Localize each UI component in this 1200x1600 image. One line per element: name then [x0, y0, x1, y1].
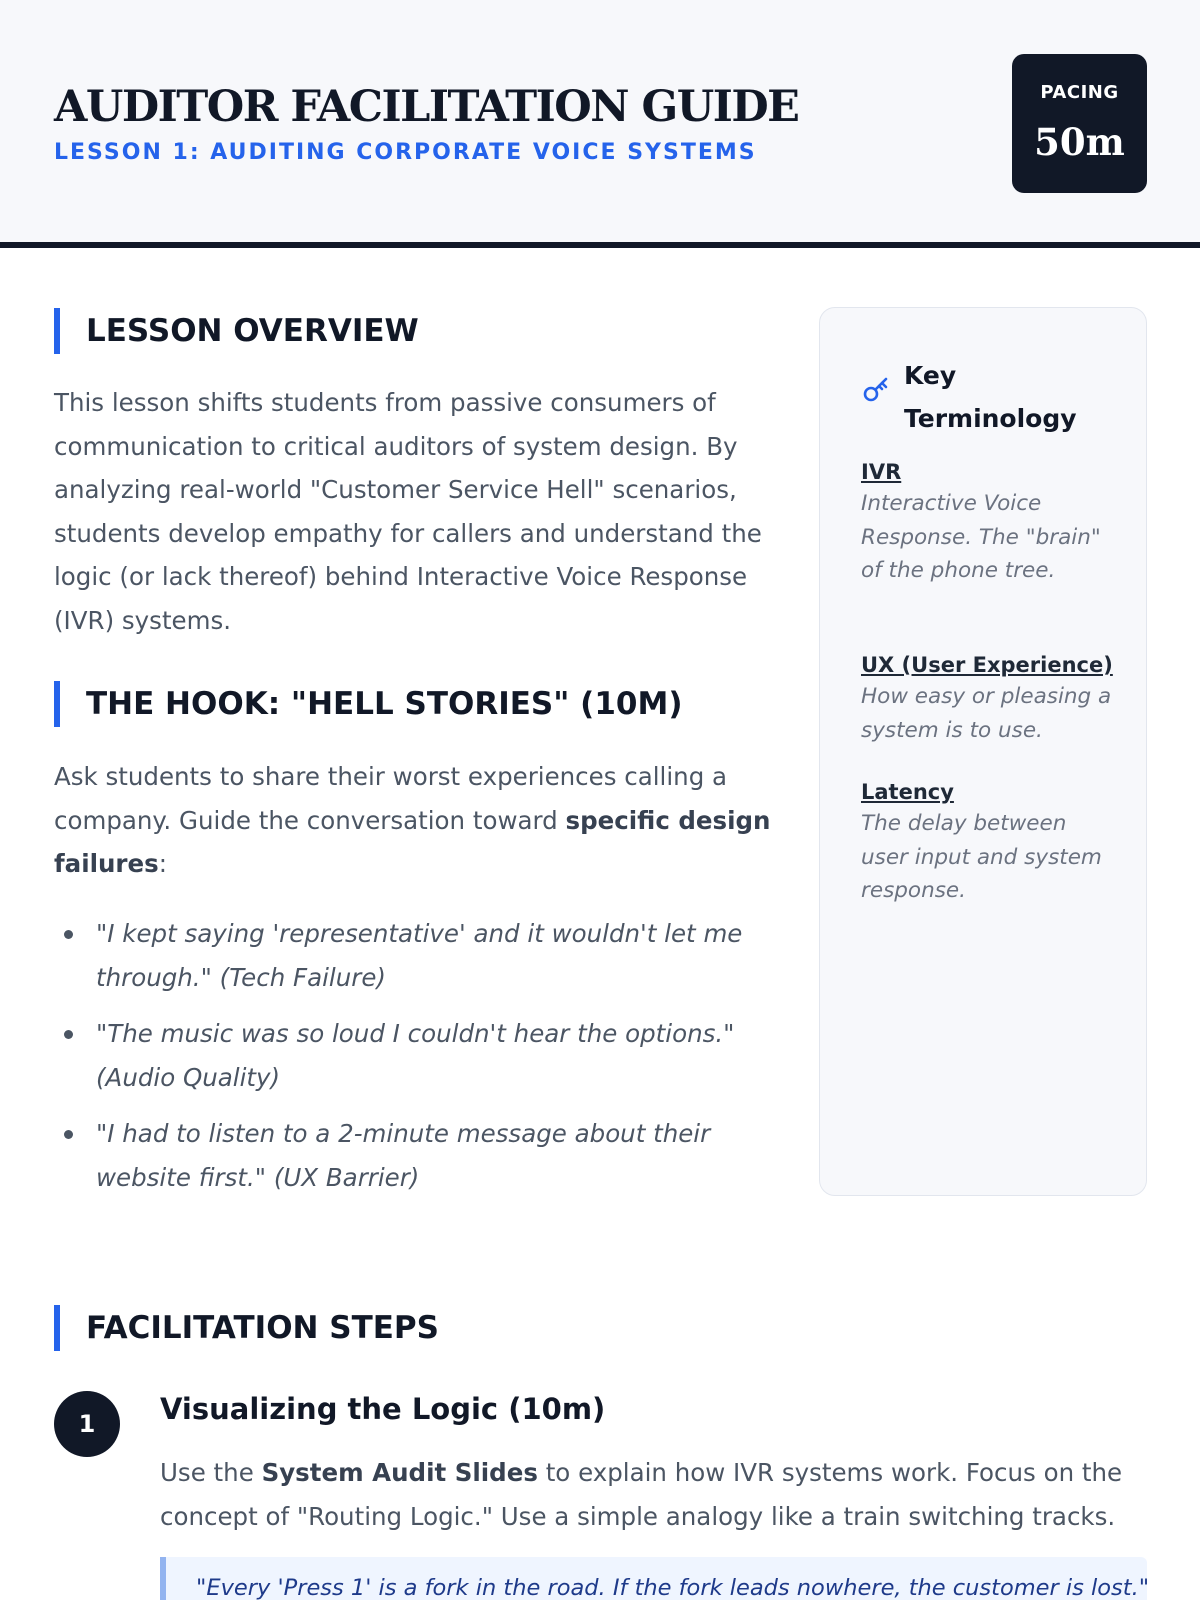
step-desc-end: to explain how IVR systems work. Focus on the concept of "Routing Logic." Use a simple analogy like a train switching tracks. [160, 1458, 1123, 1531]
hook-intro-end: : [158, 849, 167, 878]
pacing-value: 50m [1034, 120, 1125, 164]
term-name: Latency [861, 780, 954, 804]
list-item [54, 1112, 774, 1199]
bullet-icon [64, 930, 73, 939]
term-definition: How easy or pleasing a system is to use. [861, 684, 1112, 743]
page-title: AUDITOR FACILITATION GUIDE [54, 82, 799, 132]
hook-intro-emphasis: specific design failures [54, 805, 771, 878]
quote-text: "I had to listen to a 2-minute message about their website first." (UX Barrier) [96, 1119, 711, 1192]
bullet-icon [64, 1030, 73, 1039]
step-number-badge: 1 [54, 1391, 120, 1457]
list-item [54, 912, 774, 999]
step-description [160, 1451, 1150, 1538]
page-header [0, 0, 1200, 248]
sidebar-title: Key Terminology [904, 361, 1077, 433]
term-item [861, 457, 1116, 588]
hook-quote-list [54, 912, 774, 1212]
term-item [861, 777, 1116, 908]
facilitation-heading: FACILITATION STEPS [54, 1305, 439, 1351]
list-item [54, 1012, 774, 1099]
lesson-subtitle: LESSON 1: AUDITING CORPORATE VOICE SYSTEMS [54, 140, 757, 165]
quote-text: "I kept saying 'representative' and it wouldn't let me through." (Tech Failure) [96, 919, 743, 992]
hook-intro-text: Ask students to share their worst experiences calling a company. Guide the conversation toward [54, 762, 728, 835]
hook-heading: THE HOOK: "HELL STORIES" (10M) [54, 681, 683, 727]
step-title: Visualizing the Logic (10m) [160, 1392, 606, 1426]
step-desc-emphasis: System Audit Slides [261, 1458, 538, 1487]
overview-heading: LESSON OVERVIEW [54, 308, 419, 354]
term-definition: Interactive Voice Response. The "brain" of the phone tree. [861, 491, 1101, 583]
hook-intro [54, 755, 774, 886]
bullet-icon [64, 1130, 73, 1139]
term-item [861, 650, 1116, 747]
pacing-badge [1012, 54, 1147, 193]
overview-text: This lesson shifts students from passive consumers of communication to critical auditors of system design. By analyzing real-world "Customer Service Hell" scenarios, students develop empathy for callers and understand the logic (or lack thereof) behind Interactive Voice Response (IVR) systems. [54, 388, 762, 635]
step-callout-quote [160, 1557, 1150, 1600]
key-terminology-panel [819, 307, 1147, 1196]
term-name: UX (User Experience) [861, 653, 1113, 677]
term-name: IVR [861, 460, 902, 484]
step-desc-text: Use the [160, 1458, 262, 1487]
pacing-label: PACING [1040, 82, 1119, 103]
quote-text: "The music was so loud I couldn't hear the options." (Audio Quality) [96, 1019, 735, 1092]
callout-text: "Every 'Press 1' is a fork in the road. If the fork leads nowhere, the customer is lost." [196, 1575, 1150, 1600]
key-icon [860, 374, 892, 406]
term-definition: The delay between user input and system response. [861, 811, 1102, 903]
